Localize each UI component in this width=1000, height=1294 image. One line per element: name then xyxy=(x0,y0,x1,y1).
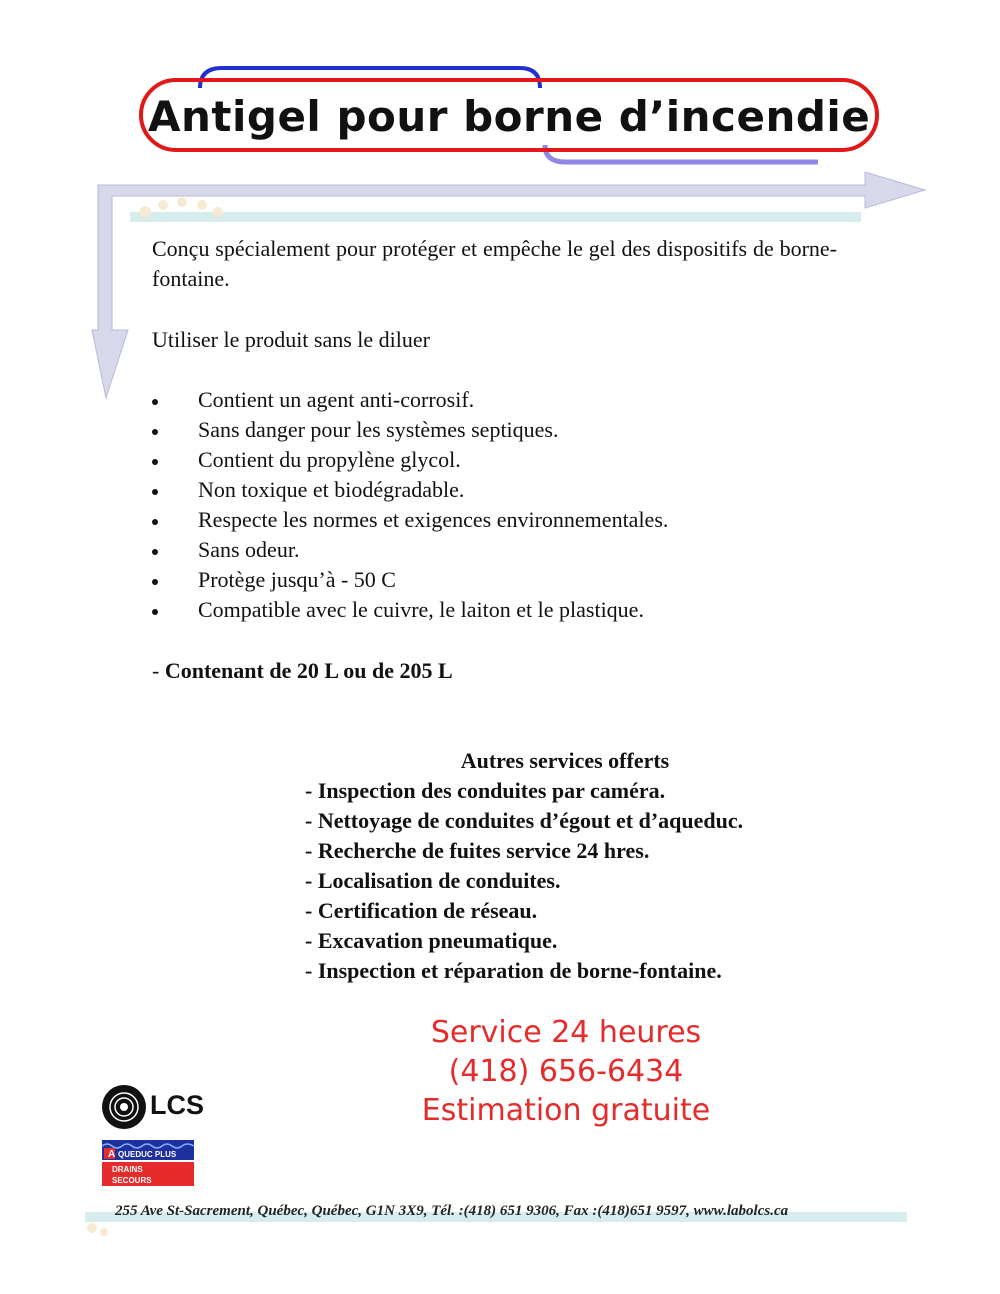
aqueduc-drains-logo xyxy=(102,1140,194,1186)
list-item: Contient un agent anti-corrosif. xyxy=(152,385,837,415)
service-item: - Certification de réseau. xyxy=(305,898,538,923)
call-to-action xyxy=(370,1013,762,1130)
services-heading: Autres services offerts xyxy=(460,748,670,773)
svg-text:DRAINS: DRAINS xyxy=(112,1165,143,1174)
bullet-icon xyxy=(152,459,158,465)
svg-text:SECOURS: SECOURS xyxy=(112,1176,152,1185)
bullet-icon xyxy=(152,399,158,405)
list-item: Respecte les normes et exigences environnementales. xyxy=(152,505,837,535)
feature-list xyxy=(152,385,837,625)
phone-number[interactable]: (418) 656-6434 xyxy=(448,1054,684,1089)
usage-note: Utiliser le produit sans le diluer xyxy=(152,327,430,352)
service-item: - Recherche de fuites service 24 hres. xyxy=(305,838,650,863)
free-estimate-text: Estimation gratuite xyxy=(421,1093,711,1128)
lcs-logo-text: LCS xyxy=(150,1090,204,1120)
title-decoration xyxy=(0,0,1000,420)
bullet-icon xyxy=(152,489,158,495)
svg-text:QUEDUC PLUS: QUEDUC PLUS xyxy=(118,1150,177,1159)
service-item: - Localisation de conduites. xyxy=(305,868,561,893)
service-item: - Excavation pneumatique. xyxy=(305,928,558,953)
bullet-icon xyxy=(152,429,158,435)
container-size-note: - Contenant de 20 L ou de 205 L xyxy=(152,658,453,683)
list-item: Contient du propylène glycol. xyxy=(152,445,837,475)
list-item: Protège jusqu’à - 50 C xyxy=(152,565,837,595)
svg-text:A: A xyxy=(108,1149,116,1160)
list-item: Compatible avec le cuivre, le laiton et le plastique. xyxy=(152,595,837,625)
bullet-icon xyxy=(152,519,158,525)
list-item: Sans danger pour les systèmes septiques. xyxy=(152,415,837,445)
footer-address: 255 Ave St-Sacrement, Québec, Québec, G1N 3X9, Tél. :(418) 651 9306, Fax :(418)651 9597, www.labolcs.ca xyxy=(115,1203,789,1219)
intro-paragraph: Conçu spécialement pour protéger et empêche le gel des dispositifs de borne-fontaine. xyxy=(152,236,837,291)
page-title: Antigel pour borne d’incendie xyxy=(148,92,871,141)
list-item: Sans odeur. xyxy=(152,535,837,565)
service-item: - Nettoyage de conduites d’égout et d’aqueduc. xyxy=(305,808,744,833)
services-list xyxy=(305,776,743,986)
bullet-icon xyxy=(152,579,158,585)
service-item: - Inspection des conduites par caméra. xyxy=(305,778,666,803)
bullet-icon xyxy=(152,609,158,615)
bullet-icon xyxy=(152,549,158,555)
list-item: Non toxique et biodégradable. xyxy=(152,475,837,505)
service-hours-text: Service 24 heures xyxy=(430,1015,702,1050)
service-item: - Inspection et réparation de borne-fontaine. xyxy=(305,958,722,983)
